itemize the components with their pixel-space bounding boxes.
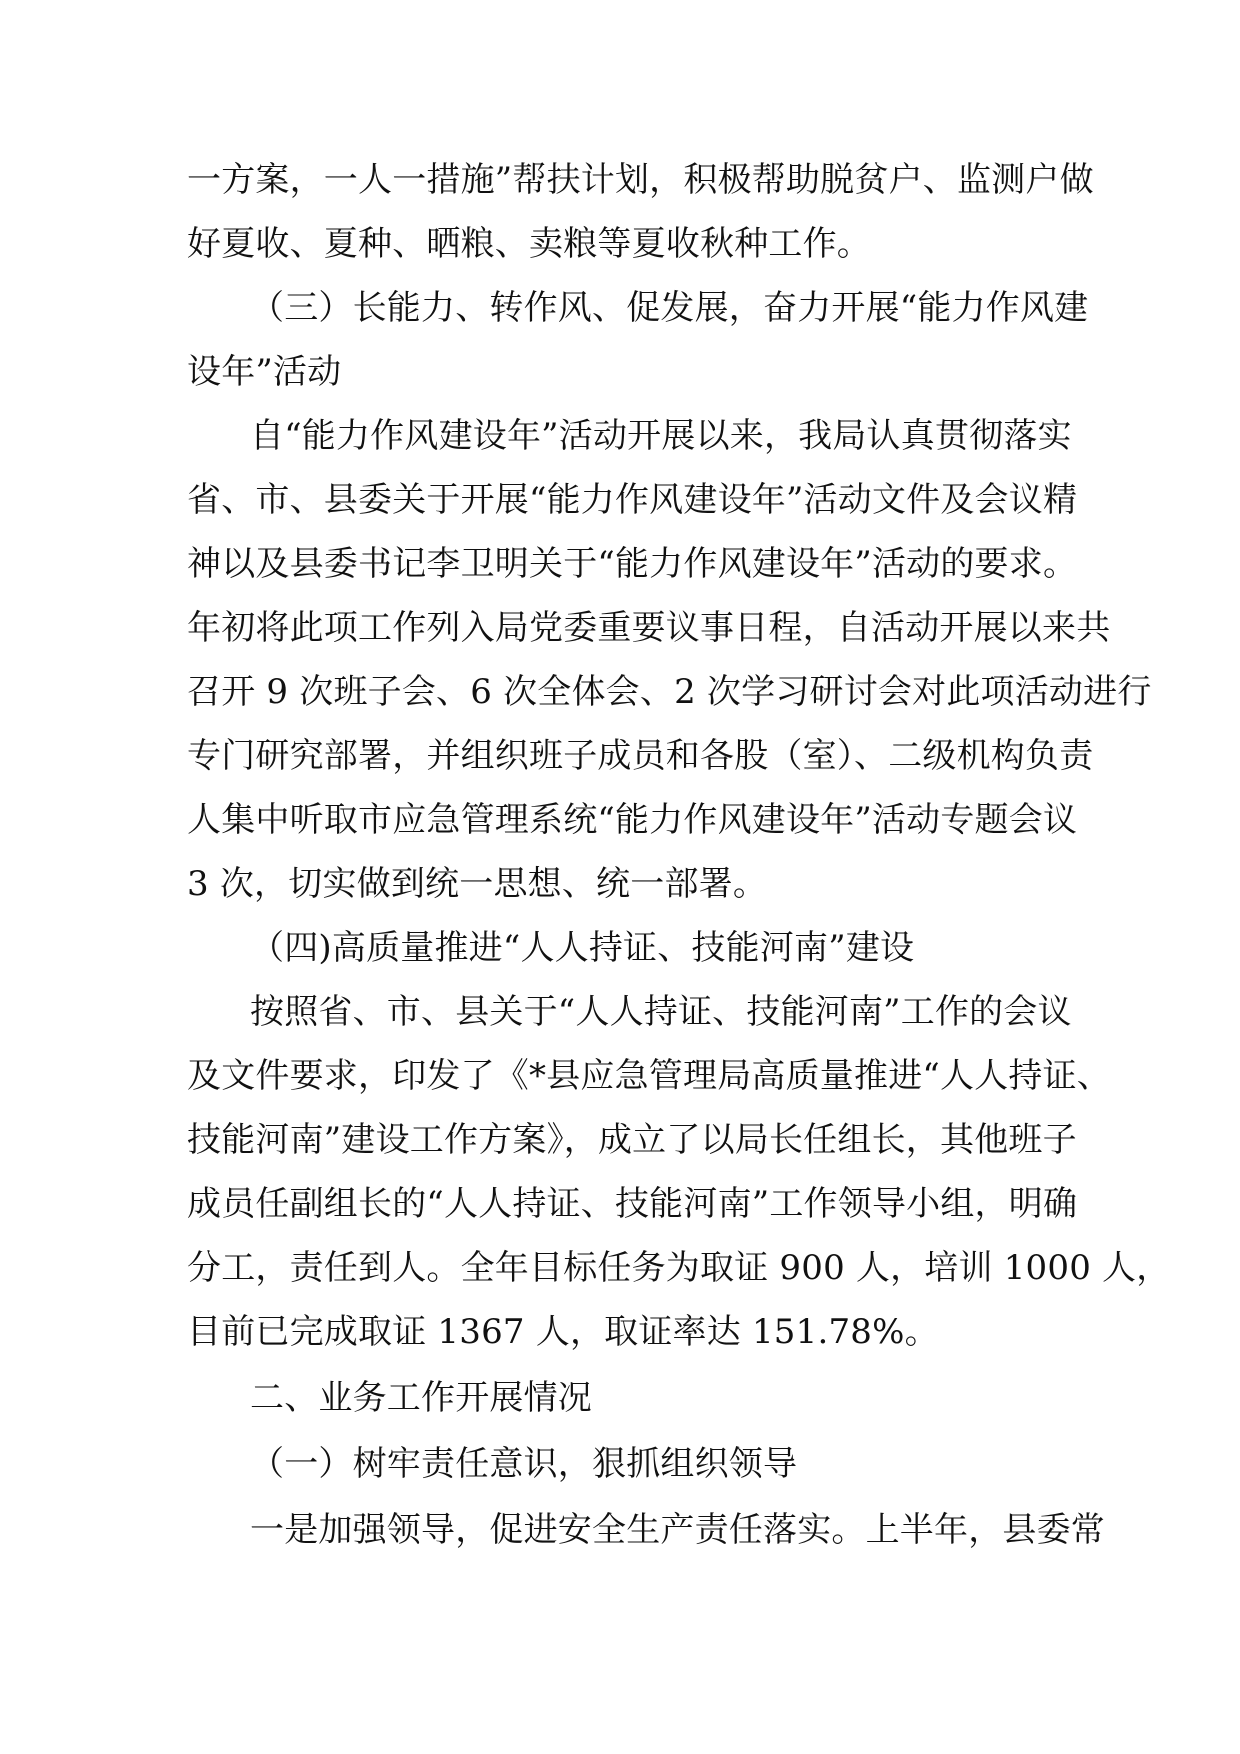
section-heading: （三）长能力、转作风、促发展，奋力开展“能力作风建 bbox=[250, 288, 1089, 328]
chapter-heading: 二、业务工作开展情况 bbox=[250, 1378, 592, 1418]
text-line: 成员任副组长的“人人持证、技能河南”工作领导小组，明确 bbox=[187, 1184, 1078, 1224]
text-line: 技能河南”建设工作方案》，成立了以局长任组长，其他班子 bbox=[187, 1120, 1077, 1160]
text-line: 及文件要求，印发了《*县应急管理局高质量推进“人人持证、 bbox=[187, 1056, 1111, 1096]
text-line: 分工，责任到人。全年目标任务为取证 900 人，培训 1000 人， bbox=[187, 1248, 1171, 1288]
section-heading: （一）树牢责任意识，狠抓组织领导 bbox=[250, 1444, 798, 1484]
text-line: 目前已完成取证 1367 人，取证率达 151.78%。 bbox=[187, 1312, 939, 1352]
section-heading: （四)高质量推进“人人持证、技能河南”建设 bbox=[250, 928, 915, 968]
text-line: 一是加强领导，促进安全生产责任落实。上半年，县委常 bbox=[250, 1510, 1105, 1550]
text-line: 按照省、市、县关于“人人持证、技能河南”工作的会议 bbox=[250, 992, 1072, 1032]
text-line: 3 次，切实做到统一思想、统一部署。 bbox=[187, 864, 768, 904]
section-heading-continued: 设年”活动 bbox=[187, 352, 342, 392]
text-line: 人集中听取市应急管理系统“能力作风建设年”活动专题会议 bbox=[187, 800, 1078, 840]
text-line: 一方案，一人一措施”帮扶计划，积极帮助脱贫户、监测户做 bbox=[187, 160, 1094, 200]
text-line: 召开 9 次班子会、6 次全体会、2 次学习研讨会对此项活动进行 bbox=[187, 672, 1152, 712]
text-line: 专门研究部署，并组织班子成员和各股（室）、二级机构负责 bbox=[187, 736, 1094, 776]
text-line: 好夏收、夏种、晒粮、卖粮等夏收秋种工作。 bbox=[187, 224, 871, 264]
text-line: 自“能力作风建设年”活动开展以来，我局认真贯彻落实 bbox=[250, 416, 1072, 456]
text-line: 省、市、县委关于开展“能力作风建设年”活动文件及会议精 bbox=[187, 480, 1078, 520]
text-line: 神以及县委书记李卫明关于“能力作风建设年”活动的要求。 bbox=[187, 544, 1078, 584]
text-line: 年初将此项工作列入局党委重要议事日程，自活动开展以来共 bbox=[187, 608, 1111, 648]
